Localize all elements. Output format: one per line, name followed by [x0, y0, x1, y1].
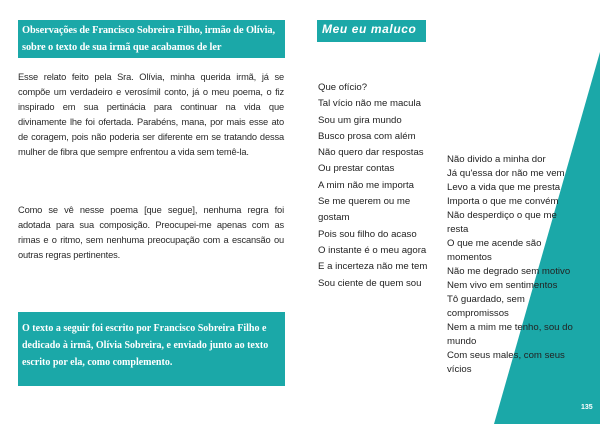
poem-line: vícios [447, 364, 472, 375]
poem-line: Tal vício não me macula [318, 98, 421, 110]
observations-heading: Observações de Francisco Sobreira Filho, irmão de Olívia, sobre o texto de sua irmã que acabamos de ler [18, 20, 285, 58]
poem-line: Sou um gira mundo [318, 114, 402, 126]
poem-line: momentos [447, 252, 492, 263]
poem-line: Não me degrado sem motivo [447, 266, 571, 277]
poem-line: gostam [318, 212, 350, 224]
poem-line: Nem a mim me tenho, sou do [447, 322, 573, 333]
poem-line: Tô guardado, sem [447, 294, 525, 305]
poem-line: Não desperdiço o que me [447, 210, 557, 221]
relato-paragraph: Esse relato feito pela Sra. Olívia, minha querida irmã, já se compõe um verdadeiro e verosímil conto, já o meu poema, o fiz inspirado em sua pertinácia para continuar na vida que divinamente lhe foi ofertada. Parabéns, mana, por mais esse ato de coragem, pois não poderia ser diferente em se tratando dessa mulher de fibra que sempre enfrentou a vida sem temê-la. [18, 72, 284, 157]
dedication-box: O texto a seguir foi escrito por Francisco Sobreira Filho e dedicado à irmã, Olívia Sobreira, e enviado junto ao texto escrito por ela, como complemento. [18, 312, 285, 386]
poem-line: Não divido a minha dor [447, 154, 546, 165]
poem-line: resta [447, 224, 469, 235]
poem-line: Que ofício? [318, 82, 368, 93]
poem-line: Levo a vida que me presta [447, 182, 561, 193]
poem-line: Busco prosa com além [318, 130, 416, 142]
poem-line: Importa o que me convém [447, 196, 559, 207]
poem-line: Se me querem ou me [318, 196, 411, 208]
poem-line: Com seus males, com seus [447, 350, 565, 361]
poem-line: Sou ciente de quem sou [318, 277, 422, 289]
poem-column-1 [318, 80, 427, 292]
poem-line: E a incerteza não me tem [318, 261, 428, 273]
poem-line: Nem vivo em sentimentos [447, 280, 558, 291]
poema-paragraph: Como se vê nesse poema [que segue], nenhuma regra foi adotada para sua composição. Preocupei-me apenas com as rimas e o ritmo, sem nenhuma preocupação com a escansão ou outras regras pertinentes. [18, 205, 284, 260]
poem-line: A mim não me importa [318, 179, 414, 191]
poem-line: Já qu'essa dor não me vem [447, 168, 565, 179]
poem-line: compromissos [447, 308, 509, 319]
poem-line: mundo [447, 336, 477, 347]
poem-line: Ou prestar contas [318, 163, 395, 175]
poem-line: Não quero dar respostas [318, 147, 424, 159]
poem-column-2 [447, 153, 573, 377]
poem-line: O instante é o meu agora [318, 244, 427, 256]
poem-line: O que me acende são [447, 238, 542, 249]
poem-title: Meu eu maluco [317, 20, 426, 42]
poem-line: Pois sou filho do acaso [318, 228, 417, 240]
page-number: 135 [581, 404, 593, 411]
